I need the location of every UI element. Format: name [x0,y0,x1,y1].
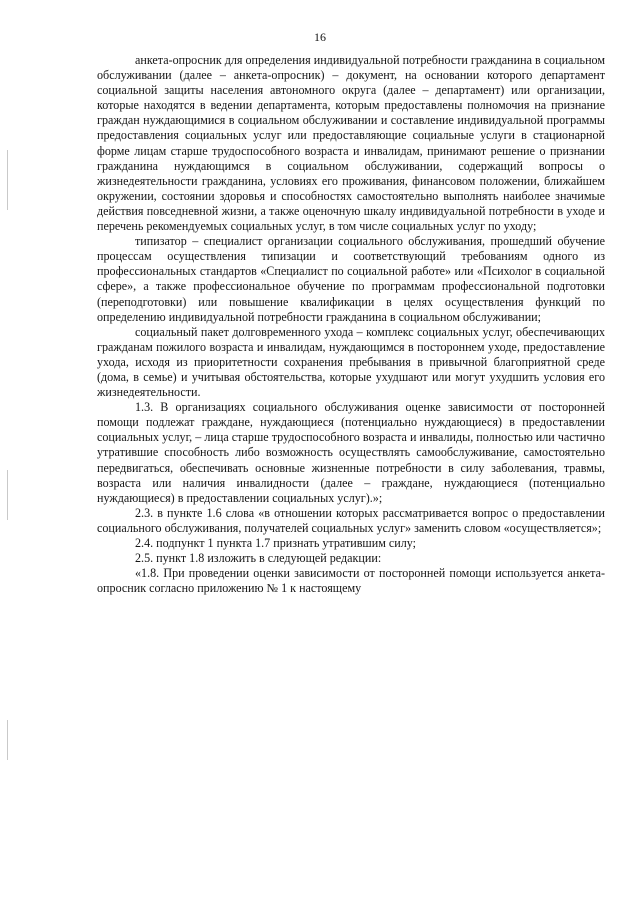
paragraph-item-2-5: 2.5. пункт 1.8 изложить в следующей редакции: [135,551,382,566]
paragraph-definition-typist: типизатор – специалист организации социального обслуживания, прошедший обучение процессам осуществления типизации и соответствующий требованиям одного из профессиональных стандартов «Специалист по социальной работе» или «Психолог в социальной сфере», а также профессиональное обучение по программам профессиональной подготовки (переподготовки) или повышение квалификации в целях осуществления функций по определению индивидуальной потребности гражданина в социальном обслуживании; [97,234,605,324]
paragraph-item-1-8: «1.8. При проведении оценки зависимости от посторонней помощи используется анкета-опросник согласно приложению № 1 к настоящему [97,566,605,596]
scan-edge-mark [7,150,8,210]
paragraph-definition-care-package: социальный пакет долговременного ухода – комплекс социальных услуг, обеспечивающих гражданам пожилого возраста и инвалидам, нуждающимся в постороннем уходе, предоставление ухода, исходя из приоритетности сохранения пребывания в привычной благоприятной среде (дома, в семье) и учитывая обстоятельства, которые ухудшают или могут ухудшить условия его жизнедеятельности. [97,324,605,400]
scan-edge-mark [7,470,8,520]
paragraph-item-2-4: 2.4. подпункт 1 пункта 1.7 признать утратившим силу; [135,536,416,550]
document-body [97,53,605,596]
paragraph-item-1-3: 1.3. В организациях социального обслуживания оценке зависимости от посторонней помощи подлежат граждане, нуждающиеся (потенциально нуждающиеся) в предоставлении социальных услуг, – лица старше трудоспособного возраста и инвалиды, полностью или частично утратившие способность либо возможность осуществлять самообслуживание, самостоятельно передвигаться, обеспечивать основные жизненные потребности в силу заболевания, травмы, возраста или наличия инвалидности (далее – граждане, нуждающиеся (потенциально нуждающиеся) в предоставлении социальных услуг).»; [97,400,605,505]
scan-edge-mark [7,720,8,760]
paragraph-item-2-3: 2.3. в пункте 1.6 слова «в отношении которых рассматривается вопрос о предоставлении социального обслуживания, получателей социальных услуг» заменить словом «осуществляется»; [97,505,605,535]
paragraph-definition-questionnaire: анкета-опросник для определения индивидуальной потребности гражданина в социальном обслуживании (далее – анкета-опросник) – документ, на основании которого департамент социальной защиты населения автономного округа (далее – департамент) или организации, которые находятся в ведении департамента, которым предоставлены полномочия на признание граждан нуждающимися в социальном обслуживании и составление индивидуальной программы предоставления социальных услуг или предоставляющие социальные услуги в стационарной форме лицам старше трудоспособного возраста и инвалидам, принимают решение о признании гражданина нуждающимся в социальном обслуживании, содержащий вопросы о жизнедеятельности гражданина, условиях его проживания, финансовом положении, ближайшем окружении, состоянии здоровья и способностях самостоятельно выполнять наиболее значимые действия повседневной жизни, а также оценочную шкалу индивидуальной потребности в уходе и перечень рекомендуемых социальных услуг, в том числе социальных услуг по уходу; [97,53,606,234]
page-number: 16 [314,30,326,44]
